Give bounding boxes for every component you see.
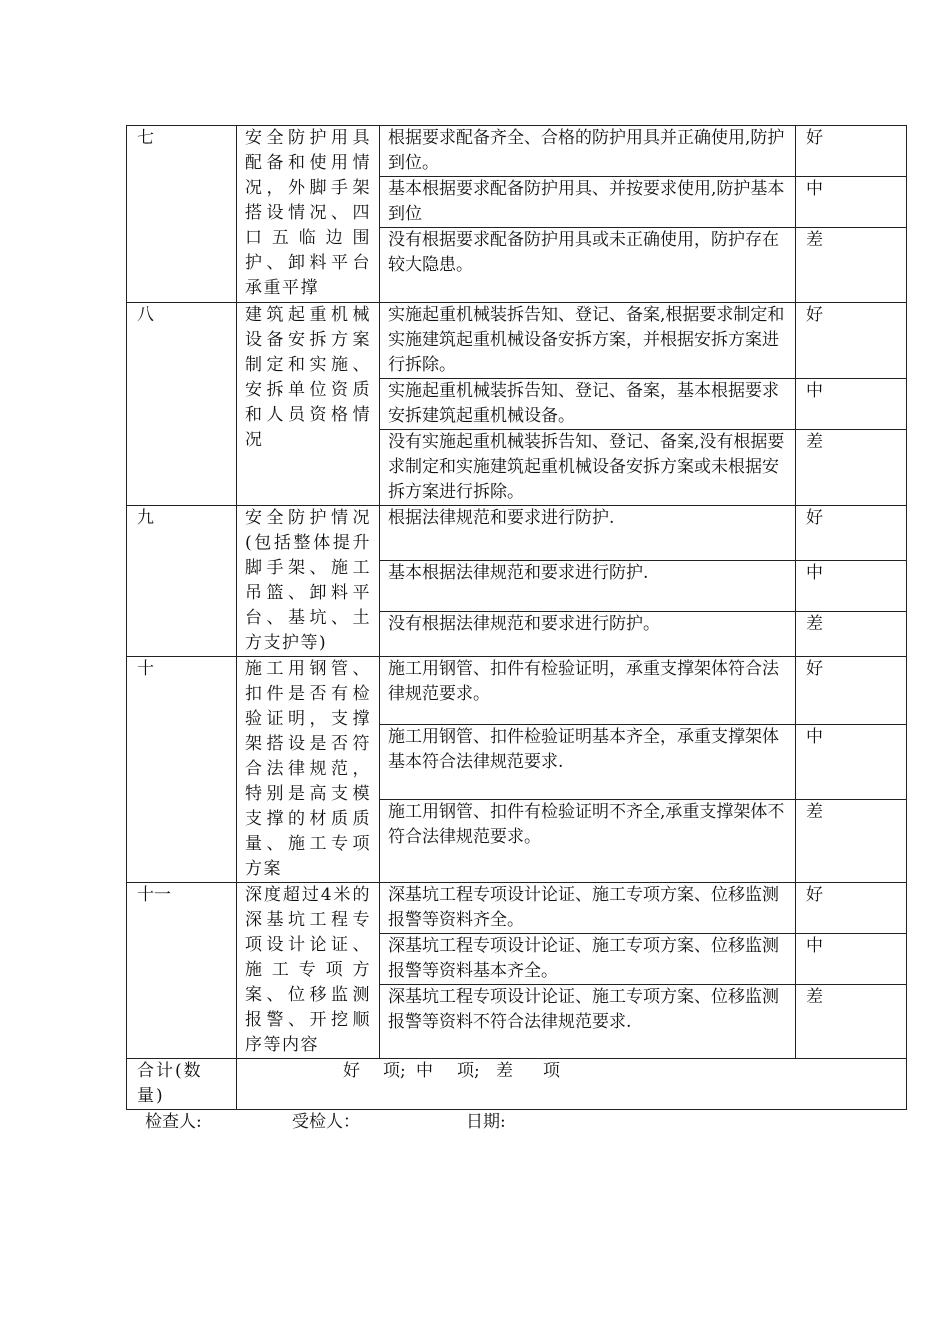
inspection-item: 安全防护用具配备和使用情况，外脚手架搭设情况、四口五临边围护、卸料平台承重平撑 — [237, 126, 380, 303]
total-bad-label: 差 — [496, 1061, 513, 1081]
grade-label: 差 — [796, 430, 907, 506]
row-number: 十 — [127, 657, 237, 883]
table-row — [127, 657, 907, 725]
grade-label: 差 — [796, 228, 907, 303]
criterion-text: 根据要求配备齐全、合格的防护用具并正确使用,防护到位。 — [380, 126, 796, 177]
row-number: 七 — [127, 126, 237, 303]
total-mid-unit: 项; — [457, 1061, 480, 1081]
criterion-text: 深基坑工程专项设计论证、施工专项方案、位移监测报警等资料齐全。 — [380, 883, 796, 934]
grade-label: 中 — [796, 725, 907, 799]
grade-label: 好 — [796, 126, 907, 177]
criterion-text: 基本根据要求配备防护用具、并按要求使用,防护基本到位 — [380, 177, 796, 228]
criterion-text: 施工用钢管、扣件有检验证明不齐全,承重支撑架体不符合法律规范要求。 — [380, 799, 796, 882]
grade-label: 中 — [796, 379, 907, 430]
criterion-text: 根据法律规范和要求进行防护. — [380, 506, 796, 561]
grade-label: 中 — [796, 177, 907, 228]
inspectee-label: 受检人： — [292, 1112, 360, 1132]
criterion-text: 没有根据法律规范和要求进行防护。 — [380, 611, 796, 656]
criterion-text: 没有实施起重机械装拆告知、登记、备案,没有根据要求制定和实施建筑起重机械设备安拆方案或未根据安拆方案进行拆除。 — [380, 430, 796, 506]
date-label: 日期: — [466, 1112, 506, 1132]
criterion-text: 基本根据法律规范和要求进行防护. — [380, 561, 796, 611]
criterion-text: 没有根据要求配备防护用具或未正确使用，防护存在较大隐患。 — [380, 228, 796, 303]
total-good-label: 好 — [343, 1061, 360, 1081]
total-mid-label: 中 — [416, 1061, 433, 1081]
inspection-table — [126, 125, 907, 1110]
signature-line — [0, 1107, 950, 1131]
grade-label: 中 — [796, 561, 907, 611]
grade-label: 好 — [796, 883, 907, 934]
grade-label: 差 — [796, 611, 907, 656]
total-label: 合计(数量) — [127, 1059, 237, 1110]
grade-label: 中 — [796, 934, 907, 985]
row-number: 八 — [127, 303, 237, 506]
inspection-item: 深度超过4米的深基坑工程专项设计论证、施工专项方案、位移监测报警、开挖顺序等内容 — [237, 883, 380, 1059]
grade-label: 好 — [796, 303, 907, 379]
inspection-item: 安全防护情况(包括整体提升脚手架、施工吊篮、卸料平台、基坑、土方支护等) — [237, 506, 380, 657]
grade-label: 差 — [796, 985, 907, 1059]
inspection-item: 施工用钢管、扣件是否有检验证明，支撑架搭设是否符合法律规范，特别是高支模支撑的材质质量、施工专项方案 — [237, 657, 380, 883]
inspector-label: 检查人: — [145, 1112, 202, 1132]
grade-label: 差 — [796, 799, 907, 882]
total-good-unit: 项; — [383, 1061, 406, 1081]
row-number: 十一 — [127, 883, 237, 1059]
grade-label: 好 — [796, 657, 907, 725]
criterion-text: 实施起重机械装拆告知、登记、备案，基本根据要求安拆建筑起重机械设备。 — [380, 379, 796, 430]
table-row — [127, 506, 907, 561]
total-row — [127, 1059, 907, 1110]
inspection-item: 建筑起重机械设备安拆方案制定和实施、安拆单位资质和人员资格情况 — [237, 303, 380, 506]
row-number: 九 — [127, 506, 237, 657]
criterion-text: 施工用钢管、扣件检验证明基本齐全，承重支撑架体基本符合法律规范要求. — [380, 725, 796, 799]
criterion-text: 深基坑工程专项设计论证、施工专项方案、位移监测报警等资料基本齐全。 — [380, 934, 796, 985]
criterion-text: 实施起重机械装拆告知、登记、备案,根据要求制定和实施建筑起重机械设备安拆方案，并根据安拆方案进行拆除。 — [380, 303, 796, 379]
table-row — [127, 303, 907, 379]
table-row — [127, 883, 907, 934]
criterion-text: 施工用钢管、扣件有检验证明，承重支撑架体符合法律规范要求。 — [380, 657, 796, 725]
inspection-table-body — [127, 126, 907, 1110]
criterion-text: 深基坑工程专项设计论证、施工专项方案、位移监测报警等资料不符合法律规范要求. — [380, 985, 796, 1059]
total-bad-unit: 项 — [543, 1061, 560, 1081]
total-counts — [237, 1059, 907, 1110]
table-row — [127, 126, 907, 177]
grade-label: 好 — [796, 506, 907, 561]
inspection-table-page — [126, 125, 906, 1110]
